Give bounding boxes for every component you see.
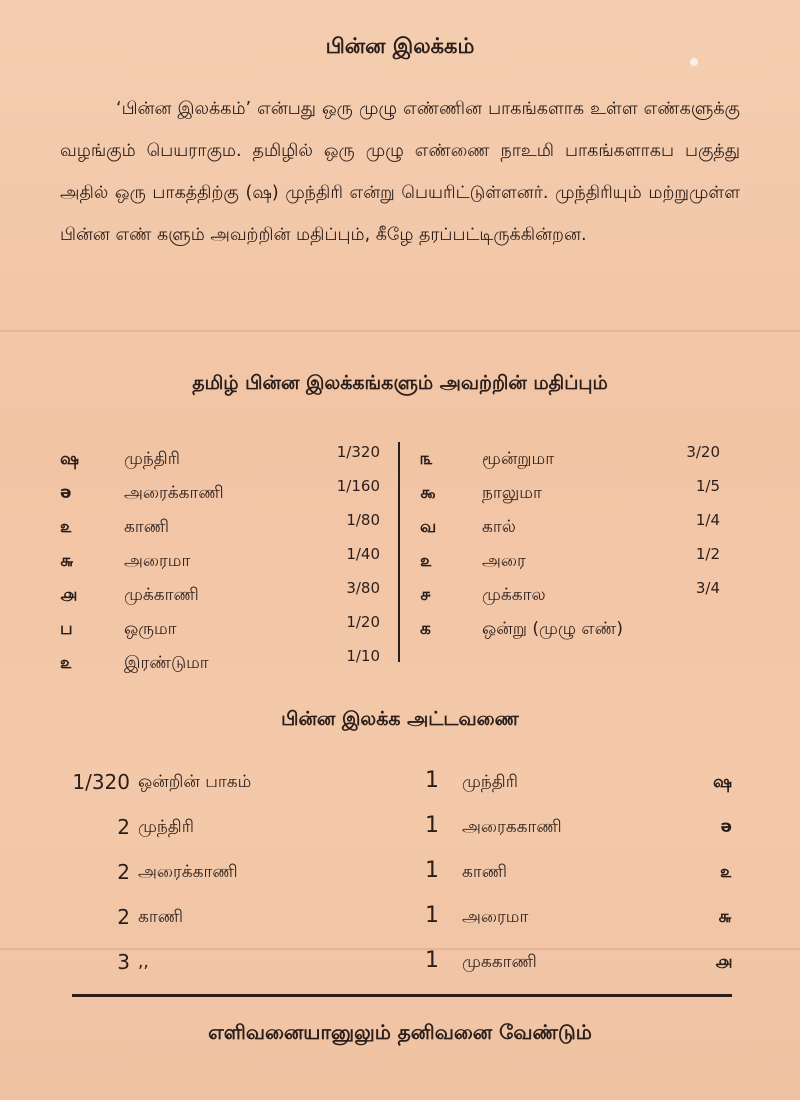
fold-line — [0, 330, 800, 332]
fraction-value: 1/20 — [346, 613, 380, 631]
conversion-equals-count: 1 — [425, 948, 439, 973]
conversion-symbol: ௮ — [715, 952, 732, 972]
fractions-table-title: தமிழ் பின்ன இலக்கங்களும் அவற்றின் மதிப்பும் — [192, 372, 608, 394]
conversion-right-name: முககாணி — [462, 952, 537, 972]
fraction-symbol: ǝ — [60, 483, 72, 503]
conversion-row — [70, 897, 740, 942]
fraction-symbol: ௮ — [60, 585, 77, 605]
conversion-table — [70, 762, 740, 987]
conversion-symbol: ǝ — [720, 817, 732, 837]
conversion-row — [70, 852, 740, 897]
paragraph-text: ‘பின்ன இலக்கம்’ என்பது ஒரு முழு எண்ணின பாகங்களாக உள்ள எண்களுக்கு வழங்கும் பெயராகும. தமிழில் ஒரு முழு எண்ணை நாஉமி பாகங்களாகப பகுத்து அதில் ஒரு பாகத்திற்கு (ஷ) முந்திரி என்று பெயரிட்டுள்ளனர். முந்திரியும் மற்றுமுள்ள பின்ன எண் களும் அவற்றின் மதிப்பும், கீழே தரப்பட்டிருக்கின்றன. — [60, 99, 740, 245]
fraction-symbol: ௩ — [420, 449, 433, 469]
conversion-right-name: அரைககாணி — [462, 817, 562, 837]
fraction-row — [420, 479, 740, 513]
conversion-quantity: 2 — [117, 860, 130, 884]
conversion-left-name: அரைக்காணி — [138, 862, 238, 882]
conversion-row — [70, 942, 740, 987]
fraction-name: கால் — [482, 517, 516, 537]
conversion-equals-count: 1 — [425, 768, 439, 793]
conversion-quantity: 1/320 — [72, 770, 130, 794]
conversion-left-name: ஒன்றின் பாகம் — [138, 772, 252, 792]
fractions-left-column — [60, 445, 380, 683]
horizontal-rule — [72, 994, 732, 997]
conversion-symbol: ஷ — [712, 772, 732, 792]
fraction-row — [420, 581, 740, 615]
fraction-name: அரை — [482, 551, 526, 571]
conversion-row — [70, 807, 740, 852]
fraction-row — [60, 581, 380, 615]
fraction-symbol: ௬ — [60, 551, 74, 571]
fraction-row — [60, 649, 380, 683]
conversion-left-name: ,, — [138, 952, 149, 972]
fraction-value: 3/80 — [346, 579, 380, 597]
fraction-name: முக்காணி — [124, 585, 199, 605]
fraction-symbol: ௯ — [420, 483, 436, 503]
fraction-name: மூன்றுமா — [482, 449, 555, 469]
conversion-row — [70, 762, 740, 807]
fraction-value: 1/2 — [695, 545, 720, 563]
fraction-symbol: ௨ — [60, 517, 73, 537]
fraction-symbol: க — [420, 619, 431, 639]
fraction-symbol: ௨ — [60, 653, 73, 673]
conversion-equals-count: 1 — [425, 858, 439, 883]
intro-paragraph — [60, 88, 740, 256]
conversion-right-name: முந்திரி — [462, 772, 518, 792]
conversion-table-title: பின்ன இலக்க அட்டவணை — [281, 708, 519, 730]
fraction-row — [420, 615, 740, 649]
conversion-left-name: காணி — [138, 907, 184, 927]
fraction-row — [420, 445, 740, 479]
fraction-value: 1/40 — [346, 545, 380, 563]
conversion-quantity: 2 — [117, 905, 130, 929]
fraction-value: 1/320 — [336, 443, 380, 461]
conversion-left-name: முந்திரி — [138, 817, 194, 837]
fraction-symbol: ௨ — [420, 551, 433, 571]
conversion-quantity: 3 — [117, 950, 130, 974]
fraction-value: 1/5 — [695, 477, 720, 495]
fraction-name: காணி — [124, 517, 170, 537]
conversion-quantity: 2 — [117, 815, 130, 839]
conversion-equals-count: 1 — [425, 903, 439, 928]
fraction-name: முந்திரி — [124, 449, 180, 469]
fractions-right-column — [420, 445, 740, 649]
fraction-value: 1/10 — [346, 647, 380, 665]
fraction-value: 1/80 — [346, 511, 380, 529]
fraction-name: முக்கால — [482, 585, 546, 605]
page-title: பின்ன இலக்கம் — [325, 34, 475, 58]
fraction-name: அரைக்காணி — [124, 483, 224, 503]
fraction-row — [60, 615, 380, 649]
fraction-symbol: ப — [60, 619, 73, 639]
fraction-name: நாலுமா — [482, 483, 542, 503]
fraction-name: இரண்டுமா — [124, 653, 209, 673]
fraction-name: அரைமா — [124, 551, 191, 571]
column-divider — [398, 442, 400, 662]
fraction-value: 1/160 — [336, 477, 380, 495]
conversion-symbol: ௬ — [718, 907, 732, 927]
conversion-symbol: ௨ — [719, 862, 732, 882]
fraction-row — [420, 547, 740, 581]
conversion-right-name: காணி — [462, 862, 508, 882]
fraction-symbol: ௪ — [420, 585, 432, 605]
fraction-row — [60, 547, 380, 581]
fraction-name: ஒருமா — [124, 619, 177, 639]
fraction-value: 1/4 — [695, 511, 720, 529]
fraction-row — [420, 513, 740, 547]
fraction-value: 3/4 — [695, 579, 720, 597]
conversion-right-name: அரைமா — [462, 907, 529, 927]
fraction-row — [60, 513, 380, 547]
fraction-value: 3/20 — [686, 443, 720, 461]
fraction-name: ஒன்று (முழு எண்) — [482, 619, 623, 639]
conversion-equals-count: 1 — [425, 813, 439, 838]
fraction-symbol: ஷ — [60, 449, 80, 469]
fraction-row — [60, 445, 380, 479]
fraction-row — [60, 479, 380, 513]
footer-motto: எளிவனையானுலும் தனிவனை வேண்டும் — [208, 1020, 592, 1044]
fraction-symbol: வ — [420, 517, 437, 537]
